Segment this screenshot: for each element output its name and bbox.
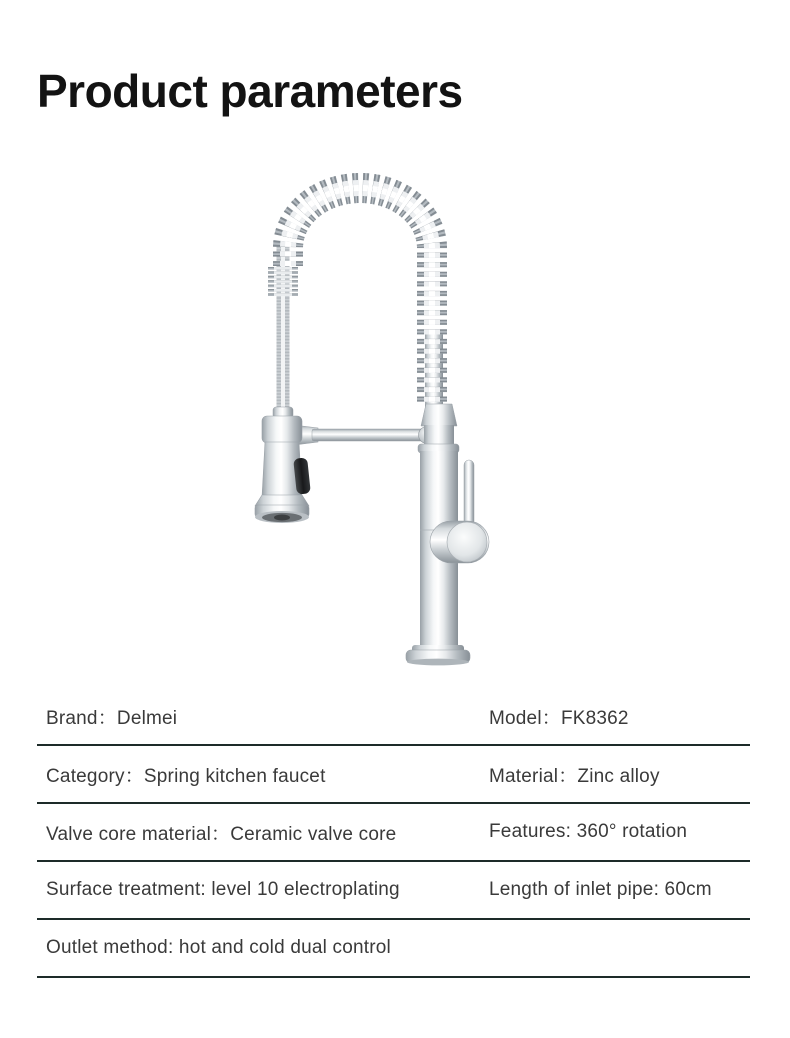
sprayer-nozzle xyxy=(274,515,290,521)
spec-separator: : xyxy=(167,937,179,958)
spec-separator: ： xyxy=(124,765,144,787)
spec-label: Material xyxy=(489,765,559,787)
spec-cell-brand xyxy=(37,703,489,730)
spec-value: FK8362 xyxy=(560,707,629,729)
spec-value: Ceramic valve core xyxy=(230,823,397,845)
spec-cell-category xyxy=(37,761,489,788)
spec-label: Outlet method xyxy=(46,937,168,958)
spec-row-valvecore-features xyxy=(37,804,750,862)
spec-label: Brand xyxy=(46,707,98,729)
spec-separator: ： xyxy=(558,765,578,787)
spec-row-outlet-method xyxy=(37,920,750,978)
handle-rod xyxy=(464,460,474,526)
spec-value: 60cm xyxy=(664,879,712,900)
spec-value: hot and cold dual control xyxy=(178,937,391,958)
spec-cell-model xyxy=(489,703,750,730)
handle-knob xyxy=(430,521,489,563)
spec-label: Model xyxy=(489,707,542,729)
faucet-body xyxy=(406,404,470,665)
spec-value: Delmei xyxy=(116,707,178,729)
spec-cell-material xyxy=(489,761,750,788)
spec-label: Length of inlet pipe xyxy=(489,879,654,900)
lever-handle xyxy=(430,460,489,563)
spec-cell-surface-treatment xyxy=(37,879,489,901)
spec-label: Category xyxy=(46,765,125,787)
spec-separator: ： xyxy=(541,707,561,729)
sprayer-head xyxy=(255,407,311,523)
spec-label: Valve core material xyxy=(46,823,212,845)
base-neck xyxy=(412,645,464,655)
spec-separator: ： xyxy=(97,707,117,729)
spec-cell-inlet-pipe-length xyxy=(489,879,750,901)
page-title: Product parameters xyxy=(37,65,463,117)
riser-pipe xyxy=(425,330,443,408)
spec-value: Spring kitchen faucet xyxy=(143,765,326,787)
base-flange xyxy=(406,650,470,663)
spec-cell-features xyxy=(489,821,750,843)
spec-cell-valve-core xyxy=(37,819,489,846)
spec-value: level 10 electroplating xyxy=(211,879,400,900)
spec-row-category-material xyxy=(37,746,750,804)
specs-table xyxy=(37,688,750,978)
spec-value: 360° rotation xyxy=(576,821,688,842)
arm-ball-joint xyxy=(419,427,436,444)
spec-row-surface-inletpipe xyxy=(37,862,750,920)
spec-label: Surface treatment xyxy=(46,879,201,900)
spec-value: Zinc alloy xyxy=(577,765,660,787)
spec-separator: : xyxy=(653,879,665,900)
spring-coil xyxy=(288,188,432,402)
spec-separator: ： xyxy=(211,823,231,845)
support-arm xyxy=(294,425,436,445)
spec-separator: : xyxy=(200,879,212,900)
sprayer-trigger xyxy=(293,457,311,494)
spec-label: Features xyxy=(489,821,566,842)
spec-row-brand-model xyxy=(37,688,750,746)
spec-separator: : xyxy=(565,821,577,842)
spec-cell-outlet-method xyxy=(37,937,489,959)
